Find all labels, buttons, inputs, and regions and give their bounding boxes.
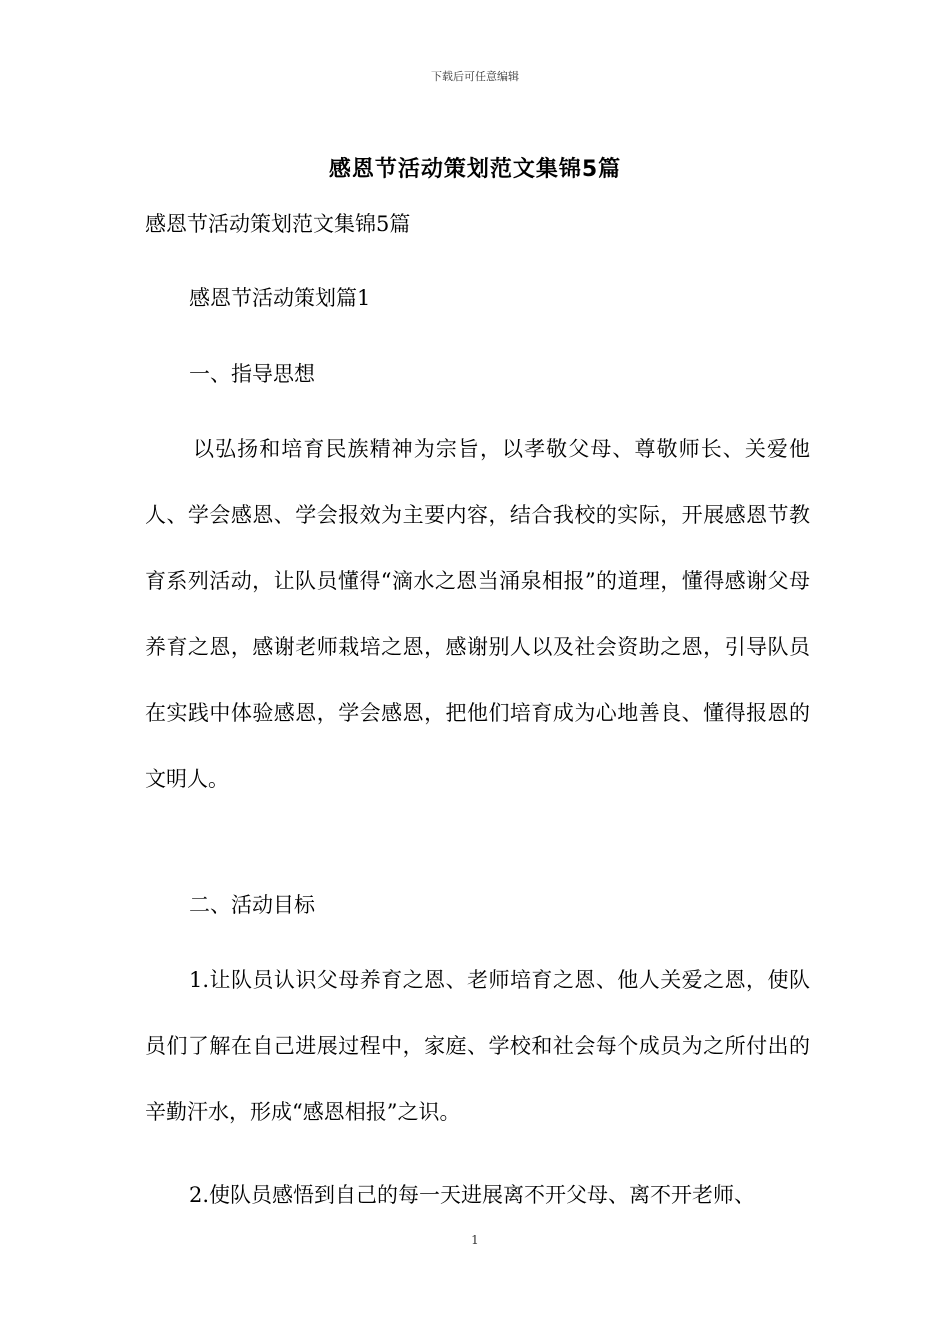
heading-activity-goals: 二、活动目标 xyxy=(189,893,315,917)
page-number: 1 xyxy=(471,1233,479,1247)
document-title: 感恩节活动策划范文集锦5篇 xyxy=(328,157,622,182)
header-note: 下载后可任意编辑 xyxy=(431,70,519,83)
paragraph-guiding-ideology: 以弘扬和培育民族精神为宗旨，以孝敬父母、尊敬师长、关爱他人、学会感恩、学会报效为主要内容，结合我校的实际，开展感恩节教育系列活动，让队员懂得“滴水之恩当涌泉相报”的道理，懂得感谢父母养育之恩，感谢老师栽培之恩，感谢别人以及社会资助之恩，引导队员在实践中体验感恩，学会感恩，把他们培育成为心地善良、懂得报恩的文明人。 xyxy=(145,437,810,791)
heading-guiding-ideology: 一、指导思想 xyxy=(189,362,315,386)
document-subtitle: 感恩节活动策划范文集锦5篇 xyxy=(145,212,411,236)
paragraph-goal-1: 1.让队员认识父母养育之恩、老师培育之恩、他人关爱之恩，使队员们了解在自己进展过程中，家庭、学校和社会每个成员为之所付出的辛勤汗水，形成“感恩相报”之识。 xyxy=(145,968,810,1124)
paragraph-goal-2: 2.使队员感悟到自己的每一天进展离不开父母、离不开老师、 xyxy=(189,1183,756,1207)
section-heading: 感恩节活动策划篇1 xyxy=(189,286,371,310)
